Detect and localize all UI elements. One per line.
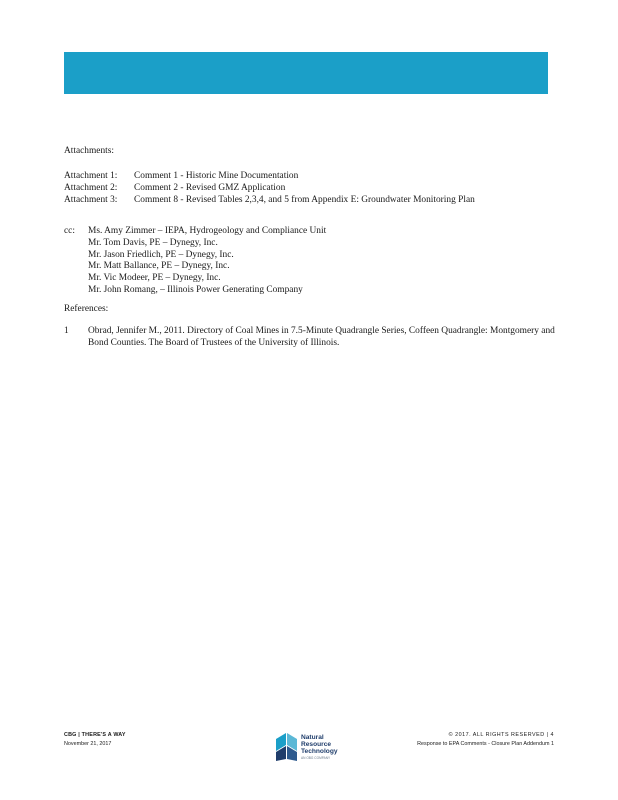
footer-tagline: CBG | THERE'S A WAY [64,732,126,738]
header-banner [64,52,548,94]
reference-number: 1 [64,326,69,336]
footer-left [64,732,126,747]
cc-recipient: Mr. John Romang, – Illinois Power Generating Company [88,284,303,295]
attachment-item [64,194,475,206]
logo-mark-icon [276,733,298,761]
attachment-item [64,182,475,194]
cc-recipient: Ms. Amy Zimmer – IEPA, Hydrogeology and Compliance Unit [88,226,327,236]
footer-copyright: © 2017. ALL RIGHTS RESERVED | 4 [448,732,554,738]
references-heading: References: [64,304,109,314]
cc-label: cc: [64,226,75,236]
logo-subtitle: AN OBG COMPANY [301,756,331,760]
cc-recipient: Mr. Jason Friedlich, PE – Dynegy, Inc. [88,249,234,260]
reference-text: Obrad, Jennifer M., 2011. Directory of Coal Mines in 7.5-Minute Quadrangle Series, Coffeen Quadrangle: Montgomery and Bond Counties. The Board of Trustees of the University of Illinois. [88,326,555,348]
attachment-item [64,170,475,182]
attachment-label: Attachment 2: [64,183,118,193]
attachment-label: Attachment 1: [64,171,118,181]
footer-date: November 21, 2017 [64,741,112,747]
cc-recipient: Mr. Tom Davis, PE – Dynegy, Inc. [88,237,218,248]
attachment-text: Comment 1 - Historic Mine Documentation [134,171,299,181]
attachment-text: Comment 8 - Revised Tables 2,3,4, and 5 from Appendix E: Groundwater Monitoring Plan [134,195,475,205]
attachments-list [64,170,475,206]
footer-document-title: Response to EPA Comments - Closure Plan Addendum 1 [417,741,554,747]
footer-right [417,732,554,747]
logo-name: Natural Resource Technology [301,734,338,755]
cc-recipient: Mr. Vic Modeer, PE – Dynegy, Inc. [88,273,221,284]
attachment-text: Comment 2 - Revised GMZ Application [134,183,286,193]
attachments-heading: Attachments: [64,146,114,156]
company-logo [276,733,356,763]
cc-recipient: Mr. Matt Ballance, PE – Dynegy, Inc. [88,261,230,272]
cc-recipient-list [88,226,326,297]
attachment-label: Attachment 3: [64,195,118,205]
